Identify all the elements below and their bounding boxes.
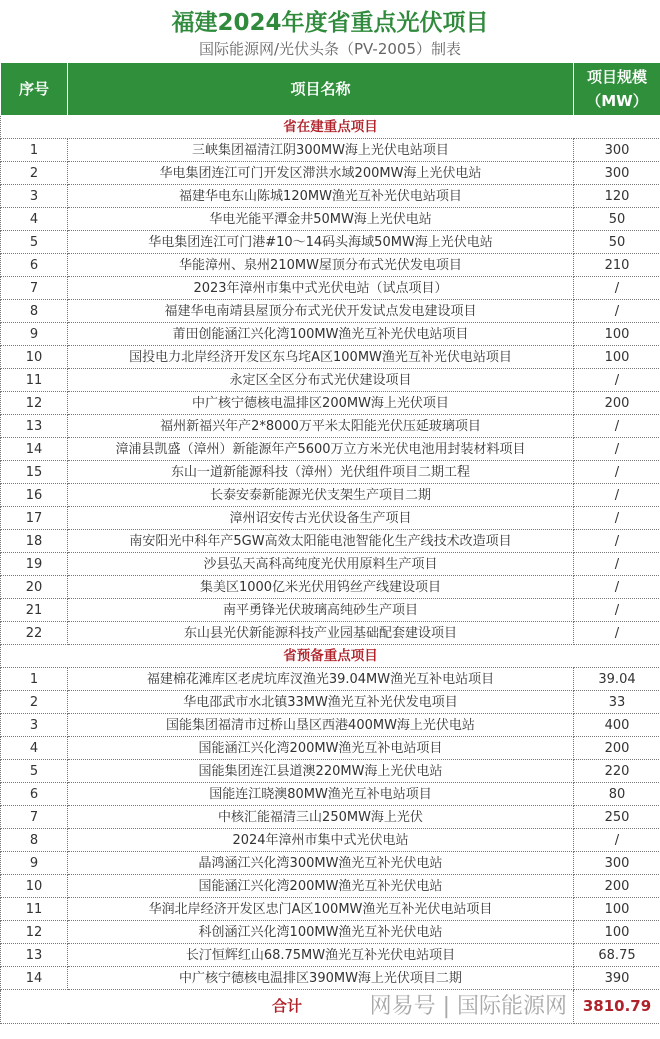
project-name: 华电集团连江可门开发区滞洪水域200MW海上光伏电站 [68, 162, 574, 185]
project-name: 漳浦县凯盛（漳州）新能源年产5600万立方米光伏电池用封装材料项目 [68, 438, 574, 461]
table-row [1, 300, 660, 323]
project-name: 中广核宁德核电温排区200MW海上光伏项目 [68, 392, 574, 415]
section-title: 省在建重点项目 [1, 116, 660, 139]
row-number: 15 [1, 461, 68, 484]
table-row [1, 875, 660, 898]
project-name: 福建华电东山陈城120MW渔光互补光伏电站项目 [68, 185, 574, 208]
row-number: 11 [1, 898, 68, 921]
total-label: 合计 [271, 997, 302, 1015]
project-name: 莆田创能涵江兴化湾100MW渔光互补光伏电站项目 [68, 323, 574, 346]
row-number: 20 [1, 576, 68, 599]
project-name: 华电邵武市水北镇33MW渔光互补光伏发电项目 [68, 691, 574, 714]
row-number: 7 [1, 277, 68, 300]
project-scale: 39.04 [574, 668, 660, 691]
project-scale: / [574, 599, 660, 622]
table-row [1, 691, 660, 714]
total-label-cell [1, 990, 574, 1024]
section-row [1, 645, 660, 668]
table-row [1, 461, 660, 484]
table-row [1, 622, 660, 645]
table-row [1, 668, 660, 691]
project-scale: 120 [574, 185, 660, 208]
table-row [1, 369, 660, 392]
row-number: 5 [1, 231, 68, 254]
project-scale: 100 [574, 921, 660, 944]
project-scale: / [574, 553, 660, 576]
table-row [1, 829, 660, 852]
table-row [1, 507, 660, 530]
table-row [1, 323, 660, 346]
row-number: 2 [1, 162, 68, 185]
project-name: 东山县光伏新能源科技产业园基础配套建设项目 [68, 622, 574, 645]
project-scale: 200 [574, 875, 660, 898]
table-row [1, 346, 660, 369]
table-row [1, 208, 660, 231]
project-name: 晶鸿涵江兴化湾300MW渔光互补光伏电站 [68, 852, 574, 875]
section-row [1, 116, 660, 139]
project-scale: 33 [574, 691, 660, 714]
header-scale-line1: 项目规模 [586, 68, 647, 86]
project-name: 国能涵江兴化湾200MW渔光互补光伏电站 [68, 875, 574, 898]
row-number: 6 [1, 254, 68, 277]
table-row [1, 530, 660, 553]
project-name: 南平勇锋光伏玻璃高纯砂生产项目 [68, 599, 574, 622]
project-name: 国能集团连江县道澳220MW海上光伏电站 [68, 760, 574, 783]
row-number: 10 [1, 875, 68, 898]
project-scale: / [574, 622, 660, 645]
project-scale: / [574, 576, 660, 599]
projects-table [0, 62, 660, 1024]
project-scale: / [574, 484, 660, 507]
row-number: 3 [1, 714, 68, 737]
row-number: 9 [1, 852, 68, 875]
row-number: 13 [1, 944, 68, 967]
row-number: 14 [1, 967, 68, 990]
row-number: 2 [1, 691, 68, 714]
project-scale: 400 [574, 714, 660, 737]
table-row [1, 898, 660, 921]
total-row [1, 990, 660, 1024]
project-scale: 300 [574, 852, 660, 875]
table-row [1, 162, 660, 185]
row-number: 8 [1, 300, 68, 323]
row-number: 18 [1, 530, 68, 553]
project-name: 华能漳州、泉州210MW屋顶分布式光伏发电项目 [68, 254, 574, 277]
project-name: 华润北岸经济开发区忠门A区100MW渔光互补光伏电站项目 [68, 898, 574, 921]
project-scale: 80 [574, 783, 660, 806]
row-number: 11 [1, 369, 68, 392]
project-scale: / [574, 507, 660, 530]
project-name: 2023年漳州市集中式光伏电站（试点项目） [68, 277, 574, 300]
project-name: 沙县弘天高科高纯度光伏用原料生产项目 [68, 553, 574, 576]
project-name: 国能涵江兴化湾200MW渔光互补电站项目 [68, 737, 574, 760]
header-scale [574, 63, 660, 116]
table-row [1, 760, 660, 783]
row-number: 22 [1, 622, 68, 645]
row-number: 8 [1, 829, 68, 852]
project-scale: / [574, 277, 660, 300]
header-no: 序号 [1, 63, 68, 116]
project-scale: 250 [574, 806, 660, 829]
project-name: 长泰安泰新能源光伏支架生产项目二期 [68, 484, 574, 507]
project-name: 漳州诏安传古光伏设备生产项目 [68, 507, 574, 530]
project-scale: 200 [574, 737, 660, 760]
project-scale: 100 [574, 323, 660, 346]
project-name: 国投电力北岸经济开发区东乌垞A区100MW渔光互补光伏电站项目 [68, 346, 574, 369]
table-row [1, 599, 660, 622]
table-row [1, 231, 660, 254]
table-row [1, 921, 660, 944]
project-scale: / [574, 829, 660, 852]
project-scale: 100 [574, 898, 660, 921]
header-name: 项目名称 [68, 63, 574, 116]
row-number: 12 [1, 921, 68, 944]
total-value: 3810.79 [574, 990, 660, 1024]
project-scale: / [574, 369, 660, 392]
table-row [1, 392, 660, 415]
project-scale: 50 [574, 231, 660, 254]
table-row [1, 415, 660, 438]
row-number: 14 [1, 438, 68, 461]
row-number: 12 [1, 392, 68, 415]
row-number: 10 [1, 346, 68, 369]
project-name: 东山一道新能源科技（漳州）光伏组件项目二期工程 [68, 461, 574, 484]
row-number: 5 [1, 760, 68, 783]
project-scale: / [574, 415, 660, 438]
project-name: 2024年漳州市集中式光伏电站 [68, 829, 574, 852]
row-number: 4 [1, 208, 68, 231]
table-header [1, 63, 660, 116]
table-row [1, 737, 660, 760]
row-number: 19 [1, 553, 68, 576]
project-name: 长汀恒辉红山68.75MW渔光互补光伏电站项目 [68, 944, 574, 967]
project-name: 科创涵江兴化湾100MW渔光互补光伏电站 [68, 921, 574, 944]
project-scale: / [574, 530, 660, 553]
watermark: 网易号 | 国际能源网 [369, 993, 567, 1019]
project-scale: 300 [574, 162, 660, 185]
row-number: 13 [1, 415, 68, 438]
project-scale: / [574, 300, 660, 323]
project-name: 华电光能平潭金井50MW海上光伏电站 [68, 208, 574, 231]
row-number: 21 [1, 599, 68, 622]
project-name: 中广核宁德核电温排区390MW海上光伏项目二期 [68, 967, 574, 990]
project-name: 国能连江晓澳80MW渔光互补电站项目 [68, 783, 574, 806]
table-row [1, 714, 660, 737]
project-scale: / [574, 461, 660, 484]
row-number: 16 [1, 484, 68, 507]
row-number: 4 [1, 737, 68, 760]
project-name: 南安阳光中科年产5GW高效太阳能电池智能化生产线技术改造项目 [68, 530, 574, 553]
row-number: 17 [1, 507, 68, 530]
project-scale: 220 [574, 760, 660, 783]
row-number: 3 [1, 185, 68, 208]
project-name: 福建棉花滩库区老虎坑库汊渔光39.04MW渔光互补电站项目 [68, 668, 574, 691]
project-scale: 100 [574, 346, 660, 369]
project-name: 华电集团连江可门港#10～14码头海域50MW海上光伏电站 [68, 231, 574, 254]
project-name: 中核汇能福清三山250MW海上光伏 [68, 806, 574, 829]
project-name: 国能集团福清市过桥山垦区西港400MW海上光伏电站 [68, 714, 574, 737]
table-row [1, 438, 660, 461]
table-row [1, 254, 660, 277]
project-scale: 50 [574, 208, 660, 231]
table-row [1, 484, 660, 507]
header-scale-line2: （MW） [586, 92, 648, 110]
project-scale: / [574, 438, 660, 461]
project-name: 永定区全区分布式光伏建设项目 [68, 369, 574, 392]
table-row [1, 139, 660, 162]
project-name: 福州新福兴年产2*8000万平米太阳能光伏压延玻璃项目 [68, 415, 574, 438]
table-row [1, 852, 660, 875]
project-scale: 390 [574, 967, 660, 990]
row-number: 9 [1, 323, 68, 346]
table-row [1, 277, 660, 300]
table-row [1, 944, 660, 967]
project-name: 三峡集团福清江阴300MW海上光伏电站项目 [68, 139, 574, 162]
table-row [1, 553, 660, 576]
table-row [1, 806, 660, 829]
project-scale: 300 [574, 139, 660, 162]
project-scale: 210 [574, 254, 660, 277]
row-number: 1 [1, 668, 68, 691]
project-name: 集美区1000亿米光伏用钨丝产线建设项目 [68, 576, 574, 599]
project-scale: 200 [574, 392, 660, 415]
table-row [1, 783, 660, 806]
table-row [1, 185, 660, 208]
row-number: 6 [1, 783, 68, 806]
row-number: 1 [1, 139, 68, 162]
project-name: 福建华电南靖县屋顶分布式光伏开发试点发电建设项目 [68, 300, 574, 323]
page-subtitle: 国际能源网/光伏头条（PV-2005）制表 [198, 40, 462, 58]
table-row [1, 967, 660, 990]
project-scale: 68.75 [574, 944, 660, 967]
page-title: 福建2024年度省重点光伏项目 [171, 10, 489, 36]
table-row [1, 576, 660, 599]
row-number: 7 [1, 806, 68, 829]
section-title: 省预备重点项目 [1, 645, 660, 668]
